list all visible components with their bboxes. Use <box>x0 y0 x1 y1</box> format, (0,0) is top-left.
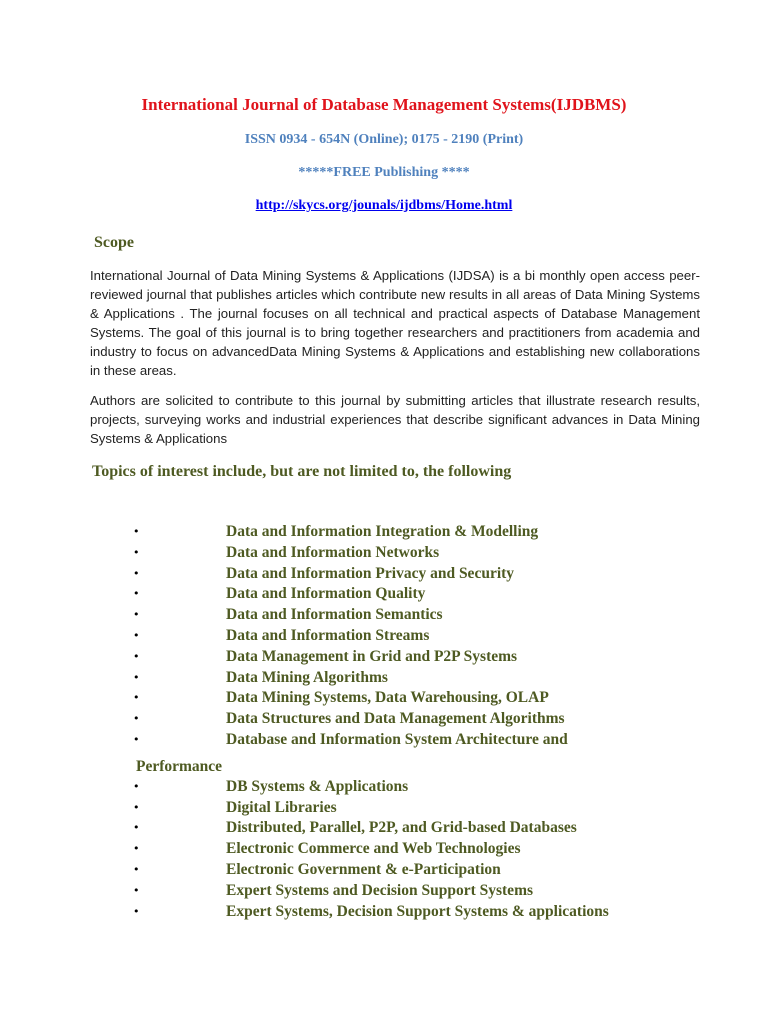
bullet: • <box>133 842 140 856</box>
bullet: • <box>133 628 140 642</box>
topic-label: Electronic Government & e-Participation <box>226 860 501 878</box>
scope-paragraph-1: International Journal of Data Mining Systems & Applications (IJDSA) is a bi monthly open access peer-reviewed journal that publishes articles which contribute new results in all areas of Data Mining Systems & Applications . The journal focuses on all technical and practical aspects of Database Management Systems. The goal of this journal is to bring together researchers and practitioners from academia and industry to focus on advancedData Mining Systems & Applications and establishing new collaborations in these areas. <box>90 268 700 378</box>
topic-label: Electronic Commerce and Web Technologies <box>226 840 521 858</box>
topic-label: Data and Information Networks <box>226 543 440 561</box>
topic-label: Database and Information System Architecture and <box>226 730 568 748</box>
topic-item <box>0 564 768 585</box>
bullet: • <box>133 545 140 559</box>
topic-label: Distributed, Parallel, P2P, and Grid-based Databases <box>226 819 577 837</box>
issn-line: ISSN 0934 - 654N (Online); 0175 - 2190 (Print) <box>244 132 524 147</box>
bullet: • <box>133 587 140 601</box>
topic-item <box>0 860 768 881</box>
topic-item <box>0 626 768 647</box>
bullet: • <box>133 566 140 580</box>
topic-item <box>0 818 768 839</box>
bullet: • <box>133 608 140 622</box>
topic-item <box>0 777 768 798</box>
topic-item <box>0 647 768 668</box>
topic-item <box>0 605 768 626</box>
topic-item <box>0 730 768 751</box>
topic-label: Data and Information Integration & Modelling <box>226 523 539 540</box>
scope-paragraph-2: Authors are solicited to contribute to this journal by submitting articles that illustrate research results, projects, surveying works and industrial experiences that describe significant advances in Data Mining Systems & Applications <box>90 393 700 446</box>
topic-item <box>0 902 768 923</box>
topic-label: Data and Information Quality <box>226 585 426 603</box>
topic-label: Data and Information Streams <box>226 626 430 644</box>
journal-url-link[interactable]: http://skycs.org/jounals/ijdbms/Home.html <box>255 198 513 213</box>
topic-item <box>0 584 768 605</box>
journal-url-line <box>0 197 768 215</box>
topic-item <box>0 839 768 860</box>
topic-label: Data Mining Algorithms <box>226 668 388 686</box>
topic-label: Data Mining Systems, Data Warehousing, OLAP <box>226 689 549 707</box>
bullet: • <box>133 670 140 684</box>
bullet: • <box>133 800 140 814</box>
scope-heading: Scope <box>94 234 134 251</box>
bullet: • <box>133 525 140 538</box>
topic-label: Data and Information Semantics <box>226 606 443 624</box>
topic-label: Digital Libraries <box>226 798 337 816</box>
topic-item <box>0 688 768 709</box>
bullet: • <box>133 821 140 835</box>
bullet: • <box>133 779 140 793</box>
bullet: • <box>133 732 140 746</box>
journal-title: International Journal of Database Management Systems(IJDBMS) <box>141 95 627 114</box>
bullet: • <box>133 883 140 897</box>
topic-continuation <box>0 751 768 777</box>
topic-item <box>0 798 768 819</box>
bullet: • <box>133 862 140 876</box>
bullet: • <box>133 712 140 726</box>
bullet: • <box>133 649 140 663</box>
topic-item <box>0 543 768 564</box>
bullet: • <box>133 691 140 705</box>
topics-heading: Topics of interest include, but are not limited to, the following <box>92 463 512 480</box>
topic-label: Data Structures and Data Management Algorithms <box>226 710 565 728</box>
topic-item <box>0 881 768 902</box>
topic-item <box>0 522 768 543</box>
topic-label: Data and Information Privacy and Security <box>226 564 515 582</box>
topic-label: Data Management in Grid and P2P Systems <box>226 647 518 665</box>
topic-item <box>0 709 768 730</box>
topic-label: DB Systems & Applications <box>226 777 409 795</box>
topic-continuation-label: Performance <box>136 757 223 775</box>
bullet: • <box>133 904 140 918</box>
topic-label: Expert Systems and Decision Support Systems <box>226 881 534 899</box>
topic-item <box>0 668 768 689</box>
free-publishing-line: *****FREE Publishing **** <box>298 165 470 180</box>
topics-list <box>0 522 768 922</box>
topic-label: Expert Systems, Decision Support Systems & applications <box>226 902 609 920</box>
